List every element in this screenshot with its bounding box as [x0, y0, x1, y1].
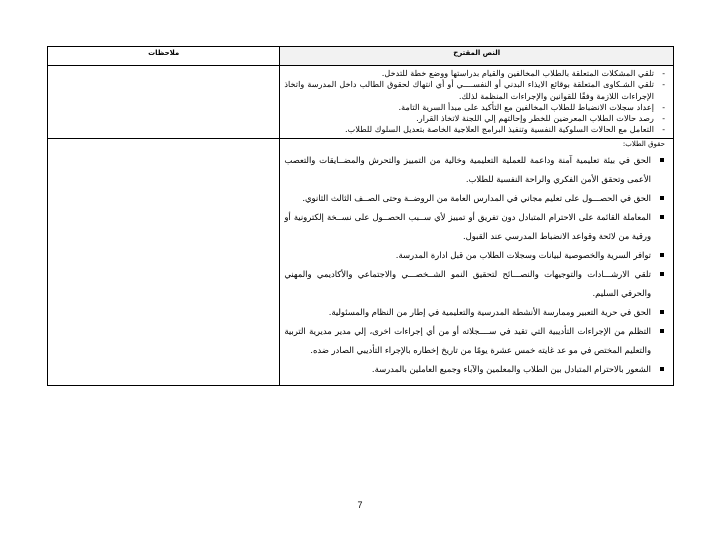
list-item: - رصد حالات الطلاب المعرضين للخطر وإحالتهم إلي اللجنة لاتخاذ القرار. [416, 113, 665, 124]
list-item: - تلقي المشكلات المتعلقة بالطلاب المخالفين والقيام بدراستها ووضع خطة للتدخل. [381, 68, 665, 78]
list-item: الحق في الحصـــول على تعليم مجاني في المدارس العامة من الروضــة وحتى الصــف الثالث الثانوي. [284, 189, 667, 208]
responsibilities-cell [280, 66, 674, 139]
table-row-responsibilities [48, 66, 674, 139]
page-number: 7 [357, 500, 363, 510]
header-notes: ملاحظات [48, 47, 280, 66]
square-bullet-icon [660, 367, 664, 371]
list-item: - التعامل مع الحالات السلوكية النفسية وتنفيذ البرامج العلاجية الخاصة بتعديل السلوك للطلاب. [345, 124, 665, 135]
square-bullet-icon [660, 215, 664, 219]
square-bullet-icon [660, 310, 664, 314]
list-item: الحق في بيئة تعليمية آمنة وداعمة للعملية التعليمية وخالية من التمييز والتحرش والمضــايقات والتعصب الأعمى وتحقق الأمن الفكري والراحة النفسية للطلاب. [284, 151, 667, 189]
rights-list [284, 151, 667, 379]
table-row-rights [48, 138, 674, 385]
list-item: - إعداد سجلات الانضباط للطلاب المخالفين مع التأكيد على مبدأ السرية التامة. [398, 101, 665, 112]
list-item: توافر السرية والخصوصية لبيانات وسجلات الطلاب من قبل ادارة المدرسة. [284, 246, 667, 265]
rights-cell [280, 138, 674, 385]
notes-cell-1 [48, 66, 280, 139]
square-bullet-icon [660, 329, 664, 333]
responsibilities-list [284, 68, 667, 136]
square-bullet-icon [660, 253, 664, 257]
list-item: التظلم من الإجراءات التأديبية التي تقيد في ســــجلاته أو من أي إجراءات اخرى، إلي مدير مديرية التربية والتعليم المختص في مو عد غايته خمس عشرة يومًا من تاريخ إخطاره بالإجراء التأديبي الصادر ضده. [284, 322, 667, 360]
square-bullet-icon [660, 272, 664, 276]
list-item: تلقي الارشـــادات والتوجيهات والنصـــائح لتحقيق النمو الشــخصـــي والاجتماعي والأكاديمي والمهني والحرفي السليم. [284, 265, 667, 303]
square-bullet-icon [660, 158, 664, 162]
notes-cell-2 [48, 138, 280, 385]
list-item: الشعور بالاحترام المتبادل بين الطلاب والمعلمين والآباء وجميع العاملين بالمدرسة. [284, 360, 667, 379]
list-item: - تلقي الشـكاوى المتعلقة بوقائع الايذاء البدني أو النفســــي أو أي انتهاك لحقوق الطالب داخل المدرسة واتخاذ الإجراءات اللازمة وفقًا للقوانين والإجراءات المنظمة لذلك. [284, 79, 665, 101]
list-item: المعاملة القائمة على الاحترام المتبادل دون تفريق أو تمييز لأي ســبب الحصــول على نســخة إلكترونية أو ورقية من لائحة وقواعد الانضباط المدرسي عند القبول. [284, 208, 667, 246]
rights-title: حقوق الطلاب: [622, 139, 665, 148]
list-item: الحق في حرية التعبير وممارسة الأنشطة المدرسية والتعليمية في إطار من النظام والمسئولية. [284, 303, 667, 322]
table-header-row [48, 47, 674, 66]
square-bullet-icon [660, 196, 664, 200]
header-proposed-text: النص المقترح [280, 47, 674, 66]
document-table [47, 46, 674, 386]
